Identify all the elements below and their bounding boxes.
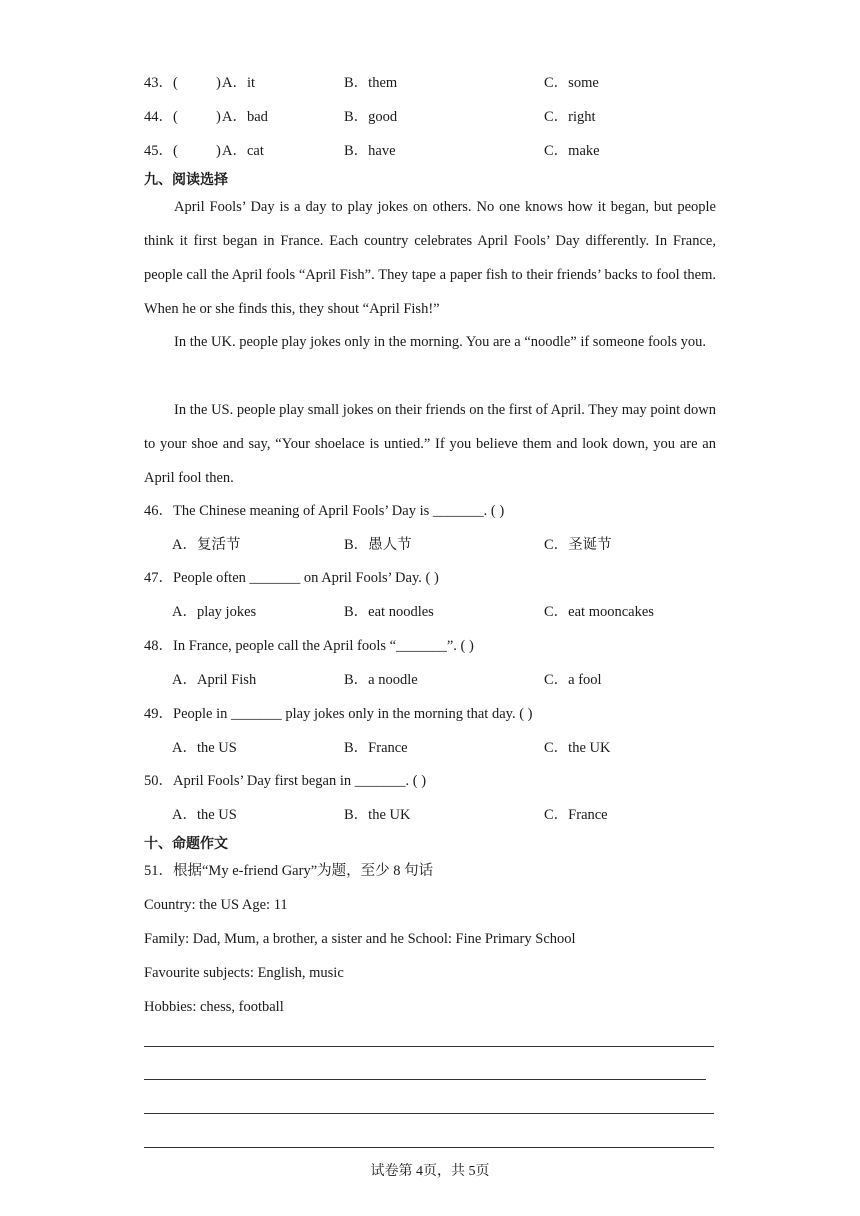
option-c: C．some — [544, 75, 599, 91]
question-number: 43．( — [144, 75, 178, 91]
page-footer: 试卷第 4页，共 5页 — [370, 1164, 490, 1179]
option-b: B．eat noodles — [344, 604, 434, 620]
option-b: B．愚人节 — [344, 537, 412, 553]
info-family-school: Family: Dad, Mum, a brother, a sister and he School: Fine Primary School — [144, 931, 576, 947]
section-10-heading: 十、命题作文 — [144, 836, 228, 852]
answer-paren-close: ) — [216, 143, 221, 159]
answer-paren-close: ) — [216, 109, 221, 125]
option-b: B．have — [344, 143, 396, 159]
question-48-stem: 48．In France, people call the April fools “_______”. ( ) — [144, 638, 474, 654]
option-a: A．play jokes — [172, 604, 257, 620]
option-c: C．圣诞节 — [544, 537, 612, 553]
question-number: 44．( — [144, 109, 178, 125]
question-number: 45．( — [144, 143, 178, 159]
writing-prompt: 51．根据“My e-friend Gary”为题，至少 8 句话 — [144, 863, 434, 879]
reading-paragraph-3: In the US. people play small jokes on their friends on the first of April. They may point down to your shoe and say, “Your shoelace is untied.” If you believe them and look down, you are an April fool then. — [144, 402, 716, 486]
option-b: B．them — [344, 75, 398, 91]
writing-line[interactable] — [144, 1046, 714, 1047]
option-a: A．the US — [172, 740, 237, 756]
question-47-stem: 47．People often _______ on April Fools’ Day. ( ) — [144, 570, 439, 586]
question-46-stem: 46．The Chinese meaning of April Fools’ Day is _______. ( ) — [144, 503, 505, 519]
option-a: A．April Fish — [172, 672, 257, 688]
option-a: A．复活节 — [172, 537, 241, 553]
reading-paragraph-2: In the UK. people play jokes only in the morning. You are a “noodle” if someone fools you. — [174, 334, 706, 350]
option-a: A．the US — [172, 807, 237, 823]
info-hobbies: Hobbies: chess, football — [144, 999, 284, 1015]
info-subjects: Favourite subjects: English, music — [144, 965, 344, 981]
option-b: B．the UK — [344, 807, 411, 823]
option-b: B．France — [344, 740, 408, 756]
option-a: A．it — [222, 75, 256, 91]
option-c: C．France — [544, 807, 608, 823]
reading-paragraph-1: April Fools’ Day is a day to play jokes on others. No one knows how it began, but people think it first began in France. Each country celebrates April Fools’ Day differently. In France, people call the April fools “April Fish”. They tape a paper fish to their friends’ backs to fool them. When he or she finds this, they shout “April Fish!” — [144, 199, 716, 317]
option-a: A．bad — [222, 109, 268, 125]
info-country-age: Country: the US Age: 11 — [144, 897, 288, 913]
answer-paren-close: ) — [216, 75, 221, 91]
option-c: C．eat mooncakes — [544, 604, 654, 620]
section-9-heading: 九、阅读选择 — [144, 172, 228, 188]
option-c: C．make — [544, 143, 600, 159]
option-b: B．good — [344, 109, 398, 125]
question-50-stem: 50．April Fools’ Day first began in _______. ( ) — [144, 773, 427, 789]
option-c: C．right — [544, 109, 596, 125]
option-b: B．a noodle — [344, 672, 418, 688]
option-c: C．the UK — [544, 740, 611, 756]
option-c: C．a fool — [544, 672, 602, 688]
question-49-stem: 49．People in _______ play jokes only in the morning that day. ( ) — [144, 706, 533, 722]
writing-line[interactable] — [144, 1147, 714, 1148]
writing-line[interactable] — [144, 1113, 714, 1114]
option-a: A．cat — [222, 143, 264, 159]
writing-line[interactable] — [144, 1079, 706, 1080]
